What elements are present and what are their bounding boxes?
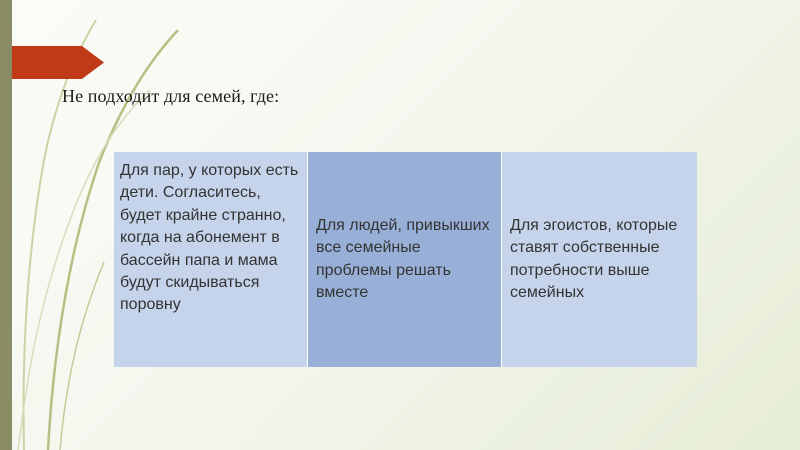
page-title: Не подходит для семей, где: (62, 86, 280, 106)
left-accent-bar (0, 0, 12, 450)
table-cell-text: Для эгоистов, которые ставят собственные потребности выше семейных (510, 216, 678, 301)
table-cell (114, 152, 308, 367)
table-cell (502, 152, 697, 367)
table-cell (308, 152, 502, 367)
content-table (114, 152, 697, 367)
table-cell-text: Для пар, у которых есть дети. Согласитесь, будет крайне странно, когда на абонемент в бассейн папа и мама будут скидываться поровну (120, 162, 299, 314)
title-accent-banner (12, 46, 104, 79)
table-cell-text: Для людей, привыкших все семейные проблемы решать вместе (316, 216, 490, 301)
